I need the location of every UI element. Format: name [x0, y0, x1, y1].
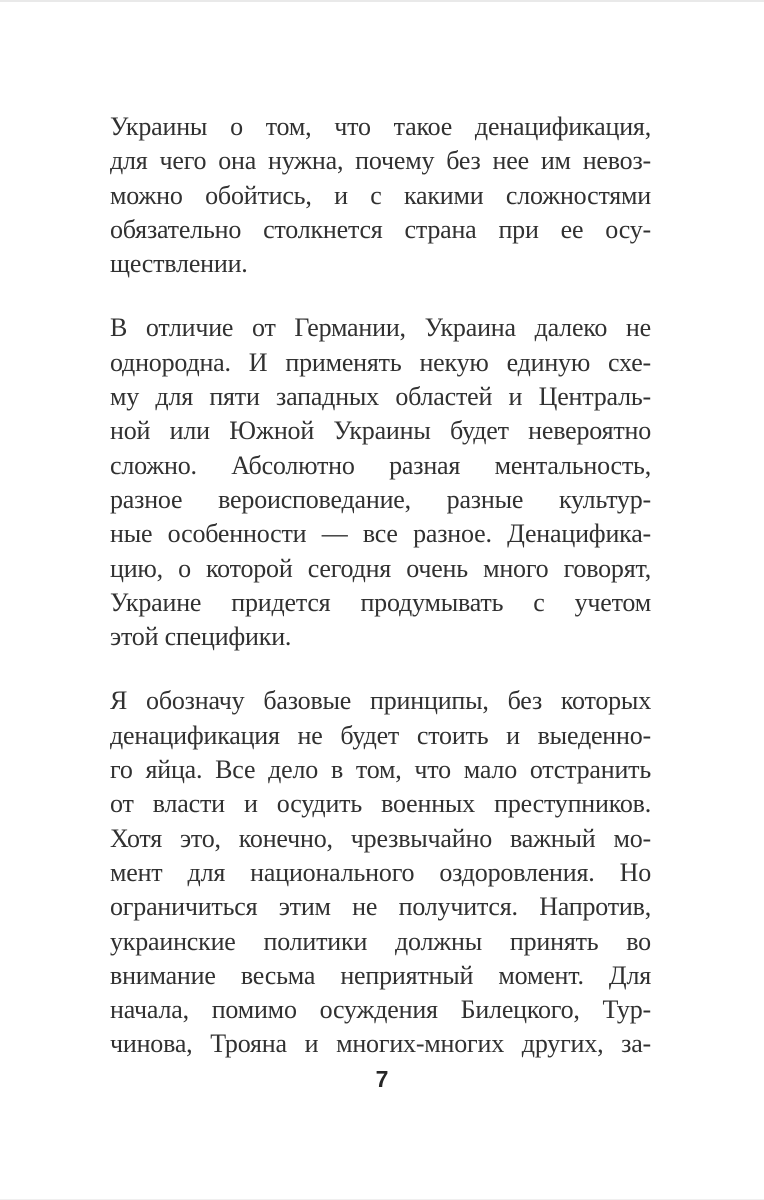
- text-line: сложно. Абсолютно разная ментальность,: [110, 450, 651, 480]
- text-line: мент для национального оздоровления. Но: [110, 857, 651, 887]
- text-line: денацификация не будет стоить и выеденно-: [110, 720, 651, 750]
- text-line: му для пяти западных областей и Централь-: [110, 382, 651, 412]
- text-line: ные особенности — все разное. Денацифика-: [110, 519, 651, 549]
- paragraph-3: [110, 684, 651, 1061]
- text-line: этой специфики.: [110, 622, 292, 652]
- text-line: для чего она нужна, почему без нее им невоз-: [110, 146, 651, 176]
- text-line: однородна. И применять некую единую схе-: [110, 347, 651, 377]
- text-line: Украине придется продумывать с учетом: [110, 587, 651, 617]
- text-line: чинова, Трояна и многих-многих других, за-: [110, 1029, 651, 1059]
- text-line: Я обозначу базовые принципы, без которых: [110, 686, 651, 716]
- text-line: цию, о которой сегодня очень много говорят,: [110, 553, 651, 583]
- text-line: ограничиться этим не получится. Напротив,: [110, 892, 651, 922]
- text-line: обязательно столкнется страна при ее осу-: [110, 214, 651, 244]
- text-line: ной или Южной Украины будет невероятно: [110, 416, 651, 446]
- text-line: внимание весьма неприятный момент. Для: [110, 960, 651, 990]
- text-line: ществлении.: [110, 249, 248, 279]
- text-line: Украины о том, что такое денацификация,: [110, 112, 651, 141]
- text-line: можно обойтись, и с какими сложностями: [110, 180, 651, 210]
- text-line: Хотя это, конечно, чрезвычайно важный мо-: [110, 823, 651, 853]
- text-block: [110, 110, 651, 1062]
- page-number: 7: [375, 1066, 389, 1092]
- text-line: го яйца. Все дело в том, что мало отстранить: [110, 755, 651, 785]
- text-line: от власти и осудить военных преступников.: [110, 789, 651, 819]
- paragraph-1: [110, 110, 651, 281]
- text-line: начала, помимо осуждения Билецкого, Тур-: [110, 995, 651, 1025]
- text-line: разное вероисповедание, разные культур-: [110, 484, 651, 514]
- paragraph-2: [110, 311, 651, 654]
- text-line: В отличие от Германии, Украина далеко не: [110, 313, 651, 343]
- text-line: украинские политики должны принять во: [110, 926, 651, 956]
